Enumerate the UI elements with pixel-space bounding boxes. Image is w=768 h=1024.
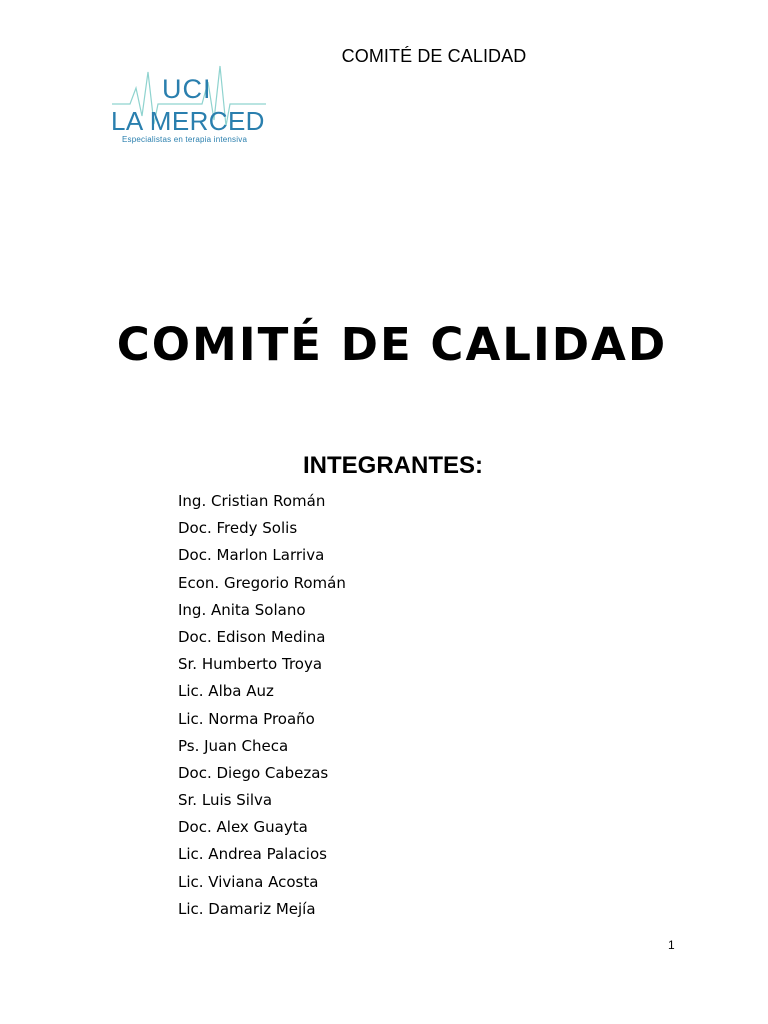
member-item: Sr. Humberto Troya <box>178 655 323 674</box>
member-item: Doc. Diego Cabezas <box>178 763 329 782</box>
member-item: Lic. Damariz Mejía <box>178 899 316 918</box>
section-title: INTEGRANTES: <box>303 452 483 479</box>
member-item: Doc. Fredy Solis <box>178 519 298 538</box>
member-item: Lic. Andrea Palacios <box>178 845 327 864</box>
member-item: Doc. Marlon Larriva <box>178 546 325 565</box>
member-item: Lic. Alba Auz <box>178 682 274 701</box>
document-title: COMITÉ DE CALIDAD <box>116 318 668 371</box>
logo-line2: LA MERCED <box>111 106 265 136</box>
member-item: Ps. Juan Checa <box>178 736 289 755</box>
logo-line1: UCI <box>162 74 212 104</box>
logo-tagline: Especialistas en terapia intensiva <box>122 135 248 144</box>
uci-la-merced-logo <box>110 64 270 150</box>
member-item: Sr. Luis Silva <box>178 791 273 810</box>
member-item: Ing. Cristian Román <box>178 492 326 510</box>
member-item: Doc. Edison Medina <box>178 627 326 646</box>
members-list <box>178 490 346 925</box>
member-item: Lic. Norma Proaño <box>178 709 315 728</box>
member-item: Econ. Gregorio Román <box>178 573 346 592</box>
header-title: COMITÉ DE CALIDAD <box>341 46 527 66</box>
member-item: Doc. Alex Guayta <box>178 818 308 837</box>
page-number: 1 <box>668 938 675 952</box>
member-item: Lic. Viviana Acosta <box>178 872 319 891</box>
member-item: Ing. Anita Solano <box>178 600 306 619</box>
